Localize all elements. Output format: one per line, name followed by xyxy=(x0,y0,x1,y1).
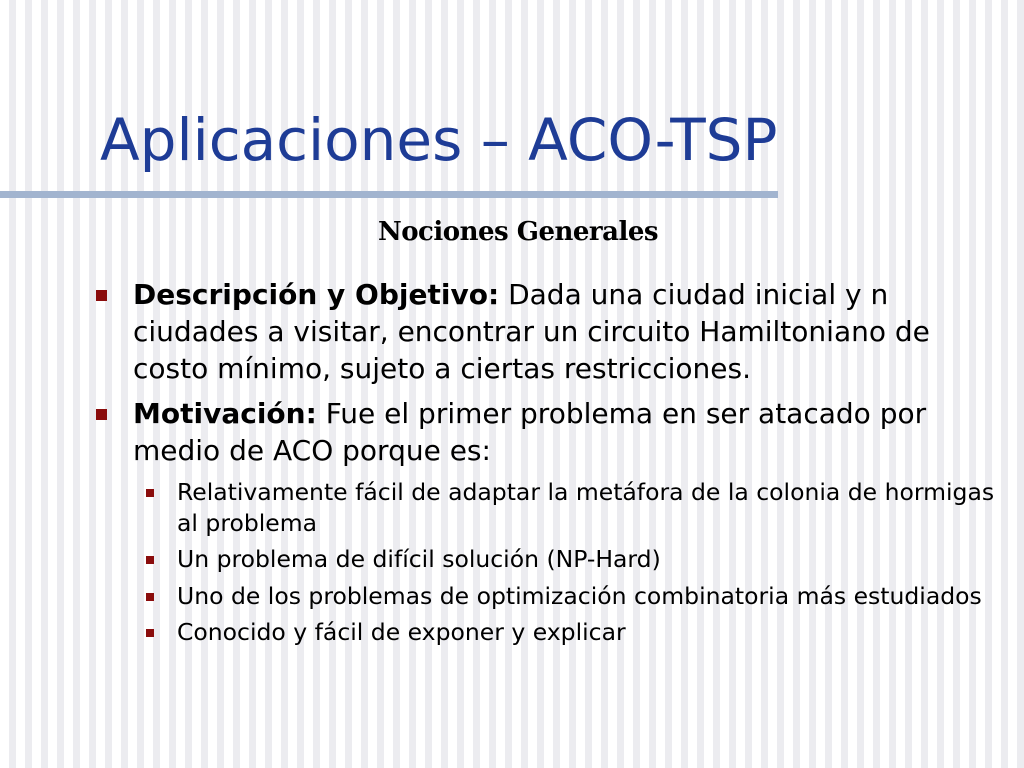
square-bullet-icon xyxy=(146,489,154,497)
square-bullet-icon xyxy=(146,593,154,601)
slide-title: Aplicaciones – ACO-TSP xyxy=(100,106,778,174)
bullet-text: Dada una ciudad inicial y n ciudades a visitar, encontrar un circuito Hamiltoniano de costo mínimo, sujeto a ciertas restricciones. xyxy=(133,278,930,385)
sub-bullet-list xyxy=(146,477,1006,648)
title-underline xyxy=(0,191,778,198)
square-bullet-icon xyxy=(96,409,107,420)
square-bullet-icon xyxy=(96,290,107,301)
bullet-descripcion xyxy=(96,276,1006,387)
sub-bullet-text: Uno de los problemas de optimización combinatoria más estudiados xyxy=(177,581,982,610)
sub-bullet-text: Relativamente fácil de adaptar la metáfora de la colonia de hormigas al problema xyxy=(177,478,995,537)
bullet-list xyxy=(96,276,1006,654)
bullet-heading: Motivación: xyxy=(133,397,317,430)
sub-bullet-text: Conocido y fácil de exponer y explicar xyxy=(177,618,626,646)
sub-bullet-item xyxy=(146,581,1006,612)
sub-bullet-item xyxy=(146,544,1006,575)
slide-subtitle: Nociones Generales xyxy=(377,217,659,247)
sub-bullet-text: Un problema de difícil solución (NP-Hard) xyxy=(177,545,661,573)
bullet-heading: Descripción y Objetivo: xyxy=(133,278,500,311)
square-bullet-icon xyxy=(146,629,154,637)
sub-bullet-item xyxy=(146,617,1006,648)
bullet-motivacion xyxy=(96,395,1006,469)
bullet-text: Fue el primer problema en ser atacado por medio de ACO porque es: xyxy=(133,397,927,467)
sub-bullet-item xyxy=(146,477,1006,538)
square-bullet-icon xyxy=(146,556,154,564)
